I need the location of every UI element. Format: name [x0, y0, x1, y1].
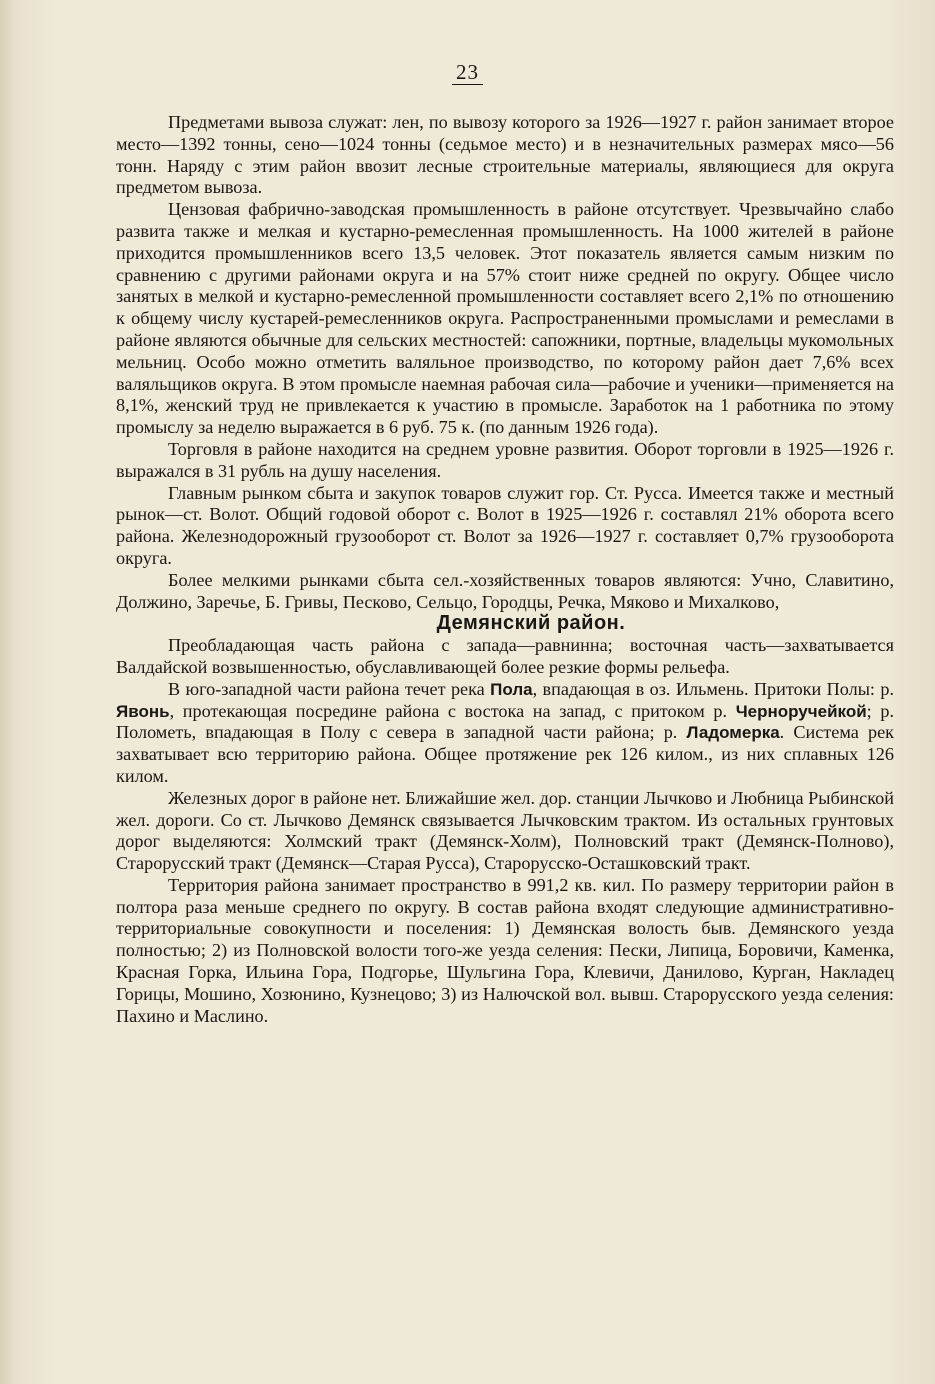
paragraph: Цензовая фабрично-заводская промышленность в районе отсутствует. Чрезвычайно слабо развита также и мелкая и кустарно-ремесленная промышленность. На 1000 жителей в районе приходится промышленников всего 13,5 человек. Этот показатель является самым низким по сравнению с другими районами округа и на 57% стоит ниже средней по округу. Общее число занятых в мелкой и кустарно-ремесленной промышленности составляет всего 2,1% по отношению к общему числу кустарей-ремесленников округа. Распространенными промыслами и ремеслами в районе являются обычные для сельских местностей: сапожники, портные, владельцы мукомольных мельниц. Особо можно отметить валяльное производство, по которому район дает 7,6% всех валяльщиков округа. В этом промысле наемная рабочая сила—рабочие и ученики—применяется на 8,1%, женский труд не привлекается к участию в промысле. Заработок на 1 работника по этому промыслу за неделю выражается в 6 руб. 75 к. (по данным 1926 года).	[116, 199, 894, 438]
paragraph-rivers	[116, 679, 894, 788]
river-name: Явонь	[116, 701, 170, 721]
river-name: Ладомерка	[686, 723, 780, 743]
paragraph: Главным рынком сбыта и закупок товаров служит гор. Ст. Русса. Имеется также и местный рынок—ст. Волот. Общий годовой оборот с. Волот в 1925—1926 г. составлял 21% оборота всего района. Железнодорожный грузооборот ст. Волот за 1926—1927 г. составляет 0,7% грузооборота округа.	[116, 482, 894, 568]
text-run: ; р. Полометь, впадающая в Полу с севера в западной части района; р.	[116, 700, 894, 743]
page-number: 23	[0, 60, 935, 85]
section-title: Демянский район.	[436, 612, 626, 635]
paragraph: Железных дорог в районе нет. Ближайшие жел. дор. станции Лычково и Любница Рыбинской жел. дороги. Со ст. Лычково Демянск связывается Лычковским трактом. Из остальных грунтовых дорог выделяются: Холмский тракт (Демянск-Холм), Полновский тракт (Демянск-Полново), Старорусский тракт (Демянск—Старая Русса), Старорусско-Осташковский тракт.	[116, 787, 894, 874]
paragraph: Преобладающая часть района с запада—равнинна; восточная часть—захватывается Валдайской возвышенностью, обуславливающей более резкие формы рельефа.	[116, 635, 894, 677]
paragraph: Территория района занимает пространство в 991,2 кв. кил. По размеру территории район в полтора раза меньше среднего по округу. В состав района входят следующие административно-территориальные совокупности и поселения: 1) Демянская волость быв. Демянского уезда полностью; 2) из Полновской волости того-же уезда селения: Пески, Липица, Боровичи, Каменка, Красная Горка, Ильина Гора, Подгорье, Шульгина Гора, Клевичи, Данилово, Курган, Накладец Горицы, Мошино, Хозюнино, Кузнецово; 3) из Налючской вол. вывш. Старорусского уезда селения: Пахино и Маслино.	[116, 874, 894, 1026]
text-run: , протекающая посредине района с востока на запад, с притоком р.	[169, 700, 736, 721]
text-body	[116, 112, 894, 1027]
paragraph: Предметами вывоза служат: лен, по вывозу которого за 1926—1927 г. район занимает второе место—1392 тонны, сено—1024 тонны (седьмое место) и в незначительных размерах мясо—56 тонн. Наряду с этим район ввозит лесные строительные материалы, являющиеся для округа предметом вывоза.	[116, 112, 894, 198]
text-run: , впадающая в оз. Ильмень. Притоки Полы: р.	[532, 678, 894, 699]
river-name: Черноручейкой	[735, 701, 867, 721]
paragraph: Торговля в районе находится на среднем уровне развития. Оборот торговли в 1925—1926 г. выражался в 31 рубль на душу населения.	[116, 438, 894, 481]
text-run: В юго-западной части района течет река	[168, 678, 491, 699]
paragraph: Более мелкими рынками сбыта сел.-хозяйственных товаров являются: Учно, Славитино, Должино, Заречье, Б. Гривы, Песково, Сельцо, Городцы, Речка, Мяково и Михалково,	[116, 569, 894, 612]
text-run: . Система рек захватывает всю территорию района. Общее протяжение рек 126 килом., из них сплавных 126 килом.	[116, 722, 894, 786]
river-name: Пола	[490, 679, 533, 699]
